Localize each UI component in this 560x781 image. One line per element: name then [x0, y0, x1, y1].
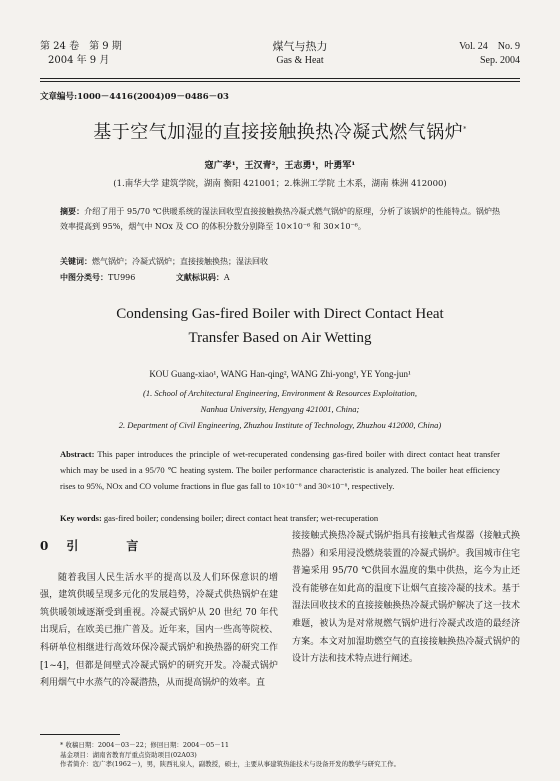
header-right [459, 40, 520, 68]
keywords-en-label: Key words: [60, 513, 102, 523]
doc-code-value: A [223, 273, 230, 282]
affiliations-en [40, 385, 520, 433]
authors-en: KOU Guang-xiao¹, WANG Han-qing², WANG Zhi-yong¹, YE Yong-jun¹ [149, 369, 411, 379]
keywords-cn [60, 254, 500, 269]
affiliation-en-line2: Nanhua University, Hengyang 421001, China; [200, 404, 360, 414]
keywords-en-text: gas-fired boiler; condensing boiler; direct contact heat transfer; wet-recuperation [103, 513, 379, 523]
header-rule-thin [40, 81, 520, 82]
keywords-en [60, 510, 500, 526]
footnote-received: * 收稿日期：2004－03－22；修回日期：2004－05－11 [60, 741, 229, 749]
title-en-line1: Condensing Gas-fired Boiler with Direct Contact Heat [116, 306, 444, 322]
title-cn [40, 118, 520, 144]
abstract-en-label: Abstract: [60, 449, 95, 459]
authors-cn: 寇广孝¹，王汉青²，王志勇¹，叶勇军¹ [204, 161, 356, 171]
affiliation-en-line1: (1. School of Architectural Engineering, Environment & Resources Exploitation, [143, 388, 417, 398]
keywords-cn-label: 关键词： [60, 256, 92, 266]
title-en [40, 302, 520, 350]
date-cn: 2004 年 9 月 [48, 55, 110, 66]
footnote-fund: 基金项目：湖南省教育厅重点资助项目(02A03) [60, 750, 197, 759]
doc-code [176, 273, 230, 282]
affiliation-en-line3: 2. Department of Civil Engineering, Zhuzhou Institute of Technology, Zhuzhou 412000, China) [118, 420, 442, 430]
body-paragraph-left: 随着我国人民生活水平的提高以及人们环保意识的增强，建筑供暖呈现多元化的发展趋势，冷凝式供热锅炉在建筑供暖领域逐渐受到重视。冷凝式锅炉从 20 世纪 70 年代出现后，在欧美已推广普及。近年来，国内一些高等院校、科研单位相继进行高效环保冷凝式锅炉和换热器的研究工作[1~4]，但都是间壁式冷凝式锅炉的研究开发。冷凝式锅炉利用烟气中水蒸气的冷凝潜热，从而提高锅炉的效率。直 [40, 572, 278, 689]
abstract-en [60, 446, 500, 494]
section-title: 引 言 [66, 539, 157, 553]
abstract-cn [60, 204, 500, 234]
section-heading [40, 538, 278, 556]
journal-name-en: Gas & Heat [276, 55, 324, 66]
article-number: 文章编号:1000－4416(2004)09－0486－03 [40, 92, 229, 102]
body-paragraph-right: 接接触式换热冷凝式锅炉指具有接触式省煤器（接触式换热器）和采用浸没燃烧装置的冷凝式锅炉。我国城市住宅普遍采用 95/70 ℃供回水温度的集中供热，迄今为止还没有能够在如此高的温度下让烟气直接冷凝的技术。基于湿法回收技术的直接接触换热冷凝式锅炉解决了这一技术难题，被认为是对常规燃气锅炉进行冷凝式改造的最经济方案。本文对加湿助燃空气的直接接触换热冷凝式锅炉的设计方法和技术特点进行阐述。 [292, 531, 520, 665]
doc-code-label: 文献标识码： [175, 272, 224, 282]
volume-issue-cn: 第 24 卷 第 9 期 [40, 41, 122, 52]
keywords-cn-text: 燃气锅炉；冷凝式锅炉；直接接触换热；湿法回收 [92, 257, 268, 266]
classification-cn [60, 270, 230, 285]
abstract-cn-label: 摘要： [60, 206, 85, 216]
header-center [210, 40, 390, 68]
abstract-cn-text: 介绍了用于 95/70 ℃供暖系统的湿法回收型直接接触换热冷凝式燃气锅炉的原理，分析了该锅炉的性能特点。锅炉热效率提高到 95%，烟气中 NOx 及 CO 的体积分数分别降至 10×10⁻⁶ 和 30×10⁻⁶。 [60, 207, 500, 231]
date-en: Sep. 2004 [480, 55, 520, 66]
volume-issue-en: Vol. 24 No. 9 [459, 41, 520, 52]
header-left [40, 40, 122, 68]
footnote-author: 作者简介：寇广孝(1962－)，男，陕西礼泉人，副教授，硕士，主要从事建筑热能技术与设备开发的教学与研究工作。 [60, 760, 401, 768]
abstract-en-text: This paper introduces the principle of wet-recuperated condensing gas-fired boiler with direct contact heat transfer which may be used in a 95/70 ℃ heating system. The boiler performance characteristic is analyzed. The boiler heat efficiency rises to 95%, NOx and CO volume fractions in flue gas fall to 10×10⁻⁶ and 30×10⁻⁶, respectively. [60, 449, 500, 491]
title-footnote-mark: * [463, 126, 467, 133]
title-cn-text: 基于空气加湿的直接接触换热冷凝式燃气锅炉 [93, 122, 464, 143]
affiliations-cn: (1.南华大学 建筑学院，湖南 衡阳 421001；2.株洲工学院 土木系，湖南 株洲 412000) [113, 179, 447, 189]
section-number: 0 [40, 539, 67, 553]
title-en-line2: Transfer Based on Air Wetting [188, 330, 372, 346]
body-column-left [40, 538, 278, 693]
body-column-right [292, 528, 520, 669]
footnote-rule [40, 734, 120, 735]
clc-label: 中图分类号： [60, 272, 108, 282]
footnotes [60, 741, 520, 770]
header-rule-thick [40, 78, 520, 79]
journal-name-cn: 煤气与热力 [272, 40, 328, 53]
clc-value: TU996 [108, 273, 136, 282]
running-header [40, 40, 520, 76]
